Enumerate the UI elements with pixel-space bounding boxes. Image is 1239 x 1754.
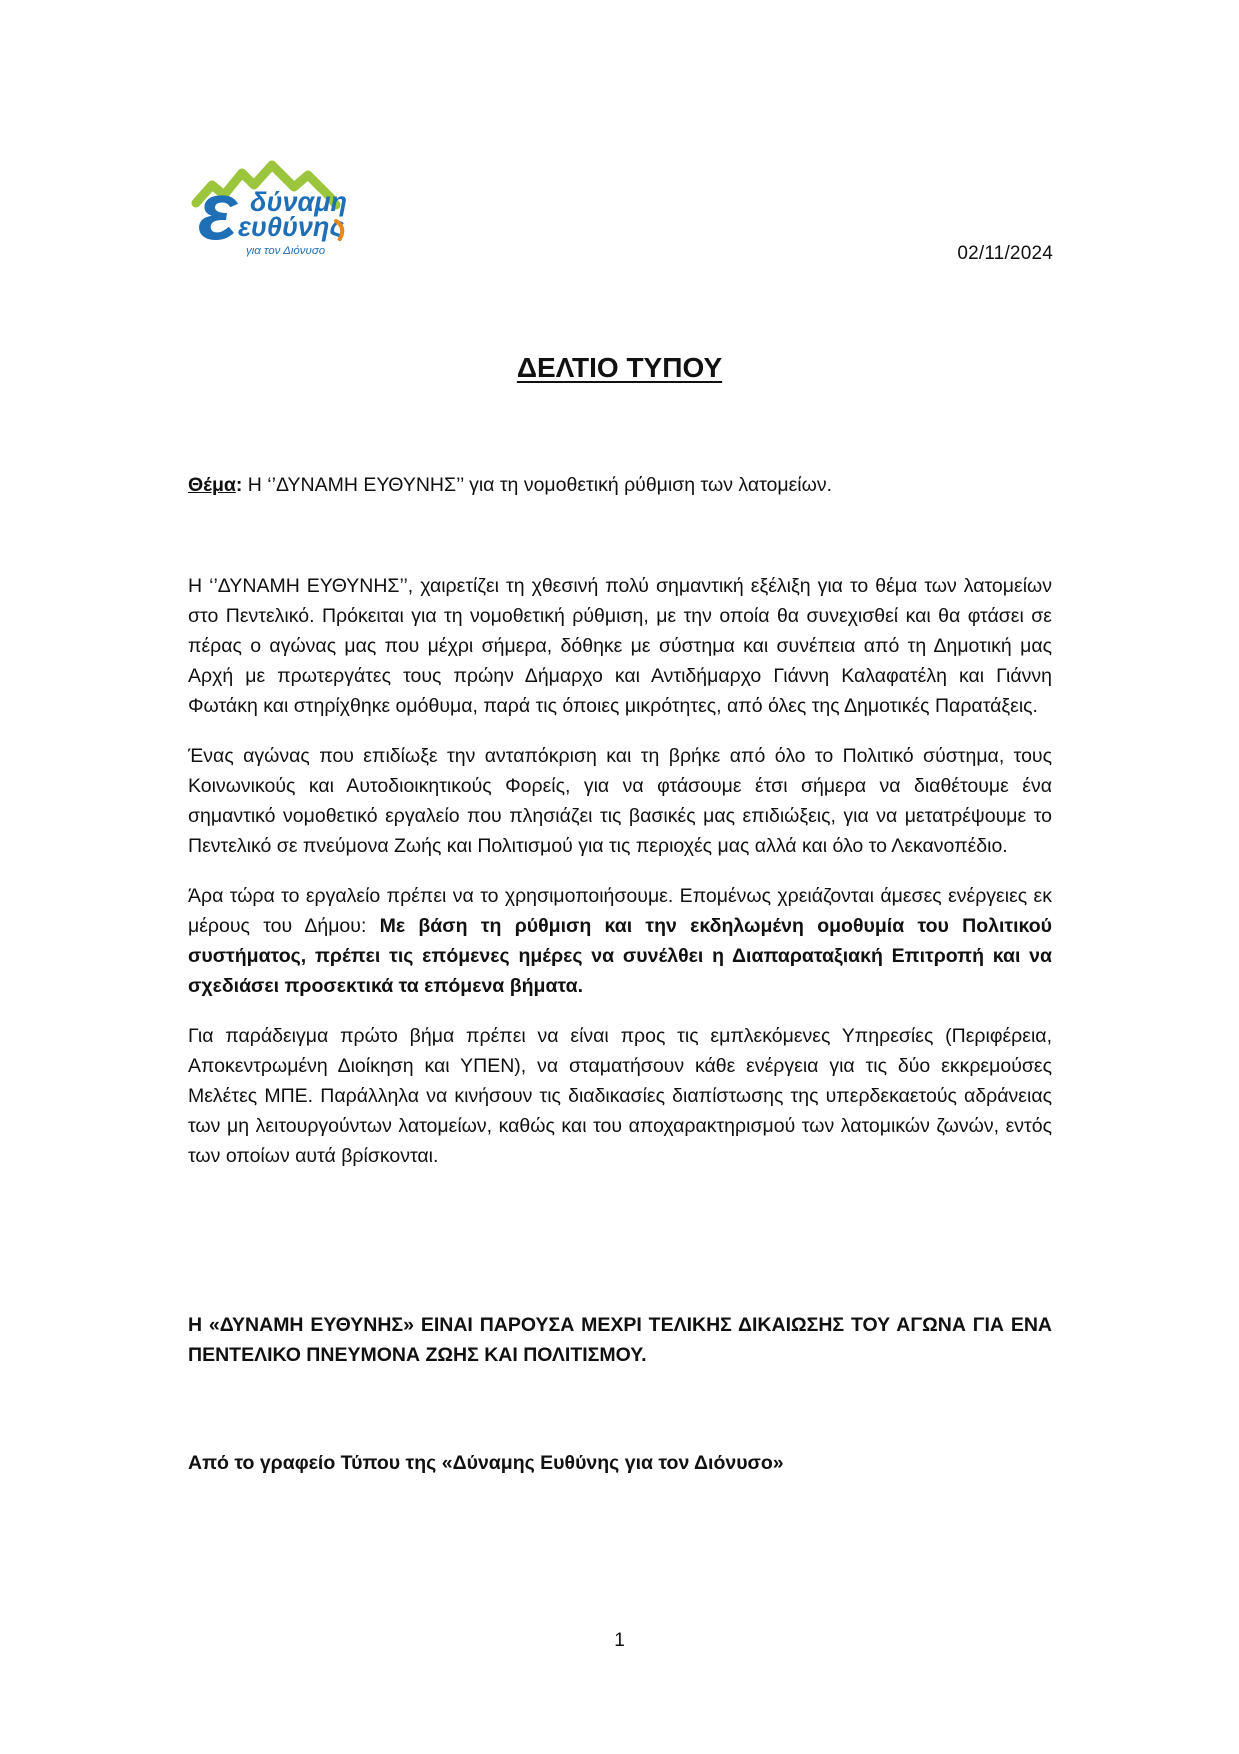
logo-tagline: για τον Διόνυσο [246, 245, 326, 257]
subject-colon: : [235, 474, 243, 496]
paragraph-4: Για παράδειγμα πρώτο βήμα πρέπει να είναι προς τις εμπλεκόμενες Υπηρεσίες (Περιφέρεια, Αποκεντρωμένη Διοίκηση και ΥΠΕΝ), να σταματήσουν κάθε ενέργεια για τις δύο εκκρεμούσες Μελέτες ΜΠΕ. Παράλληλα να κινήσουν τις διαδικασίες διαπίστωσης της υπερδεκαετούς αδράνειας των μη λειτουργούντων λατομείων, καθώς και του αποχαρακτηρισμού των λατομικών ζωνών, εντός των οποίων αυτά βρίσκονται. [188, 1025, 1052, 1167]
subject-text: Η ‘’ΔΥΝΑΜΗ ΕΥΘΥΝΗΣ’’ για τη νομοθετική ρύθμιση των λατομείων. [242, 474, 833, 496]
document-body [188, 571, 1052, 1191]
paragraph-3 [188, 881, 1052, 1001]
logo-line1: δύναμη [250, 187, 347, 217]
subject-label: Θέμα [188, 474, 236, 496]
paragraph-3-normal: Άρα τώρα το εργαλείο πρέπει να το χρησιμοποιήσουμε. Επομένως χρειάζονται άμεσες ενέργειες εκ μέρους του Δήμου: [188, 885, 1052, 937]
document-title: ΔΕΛΤΙΟ ΤΥΠΟΥ [516, 352, 723, 383]
paragraph-3-bold: Με βάση τη ρύθμιση και την εκδηλωμένη ομοθυμία του Πολιτικού συστήματος, πρέπει τις επόμενες ημέρες να συνέλθει η Διαπαραταξιακή Επιτροπή και να σχεδιάσει προσεκτικά τα επόμενα βήματα. [188, 915, 1053, 997]
page-number: 1 [614, 1630, 625, 1651]
logo-letter: ε [198, 166, 238, 257]
signature-line: Από το γραφείο Τύπου της «Δύναμης Ευθύνης για τον Διόνυσο» [188, 1452, 784, 1474]
subject-line [188, 474, 832, 497]
document-date: 02/11/2024 [957, 243, 1053, 264]
paragraph-1: Η ‘’ΔΥΝΑΜΗ ΕΥΘΥΝΗΣ’’, χαιρετίζει τη χθεσινή πολύ σημαντική εξέλιξη για το θέμα των λατομείων στο Πεντελικό. Πρόκειται για τη νομοθετική ρύθμιση, με την οποία θα συνεχισθεί και θα φτάσει σε πέρας ο αγώνας μας που μέχρι σήμερα, δόθηκε με σύστημα και συνέπεια από τη Δημοτική μας Αρχή με πρωτεργάτες τους πρώην Δήμαρχο και Αντιδήμαρχο Γιάννη Καλαφατέλη και Γιάννη Φωτάκη και στηρίχθηκε ομόθυμα, παρά τις όποιες μικρότητες, από όλες της Δημοτικές Παρατάξεις. [188, 575, 1052, 717]
paragraph-2: Ένας αγώνας που επιδίωξε την ανταπόκριση και τη βρήκε από όλο το Πολιτικό σύστημα, τους Κοινωνικούς και Αυτοδιοικητικούς Φορείς, για να φτάσουμε έτσι σήμερα να διαθέτουμε ένα σημαντικό νομοθετικό εργαλείο που πλησιάζει τις βασικές μας επιδιώξεις, για να μετατρέψουμε το Πεντελικό σε πνεύμονα Ζωής και Πολιτισμού για τις περιοχές μας αλλά και όλο το Λεκανοπέδιο. [188, 745, 1052, 857]
closing-statement: Η «ΔΥΝΑΜΗ ΕΥΘΥΝΗΣ» ΕΙΝΑΙ ΠΑΡΟΥΣΑ ΜΕΧΡΙ ΤΕΛΙΚΗΣ ΔΙΚΑΙΩΣΗΣ ΤΟΥ ΑΓΩΝΑ ΓΙΑ ΕΝΑ ΠΕΝΤΕΛΙΚΟ ΠΝΕΥΜΟΝΑ ΖΩΗΣ ΚΑΙ ΠΟΛΙΤΙΣΜΟΥ. [188, 1314, 1052, 1366]
party-logo [190, 155, 380, 263]
logo-line2: ευθύνης [238, 212, 344, 242]
